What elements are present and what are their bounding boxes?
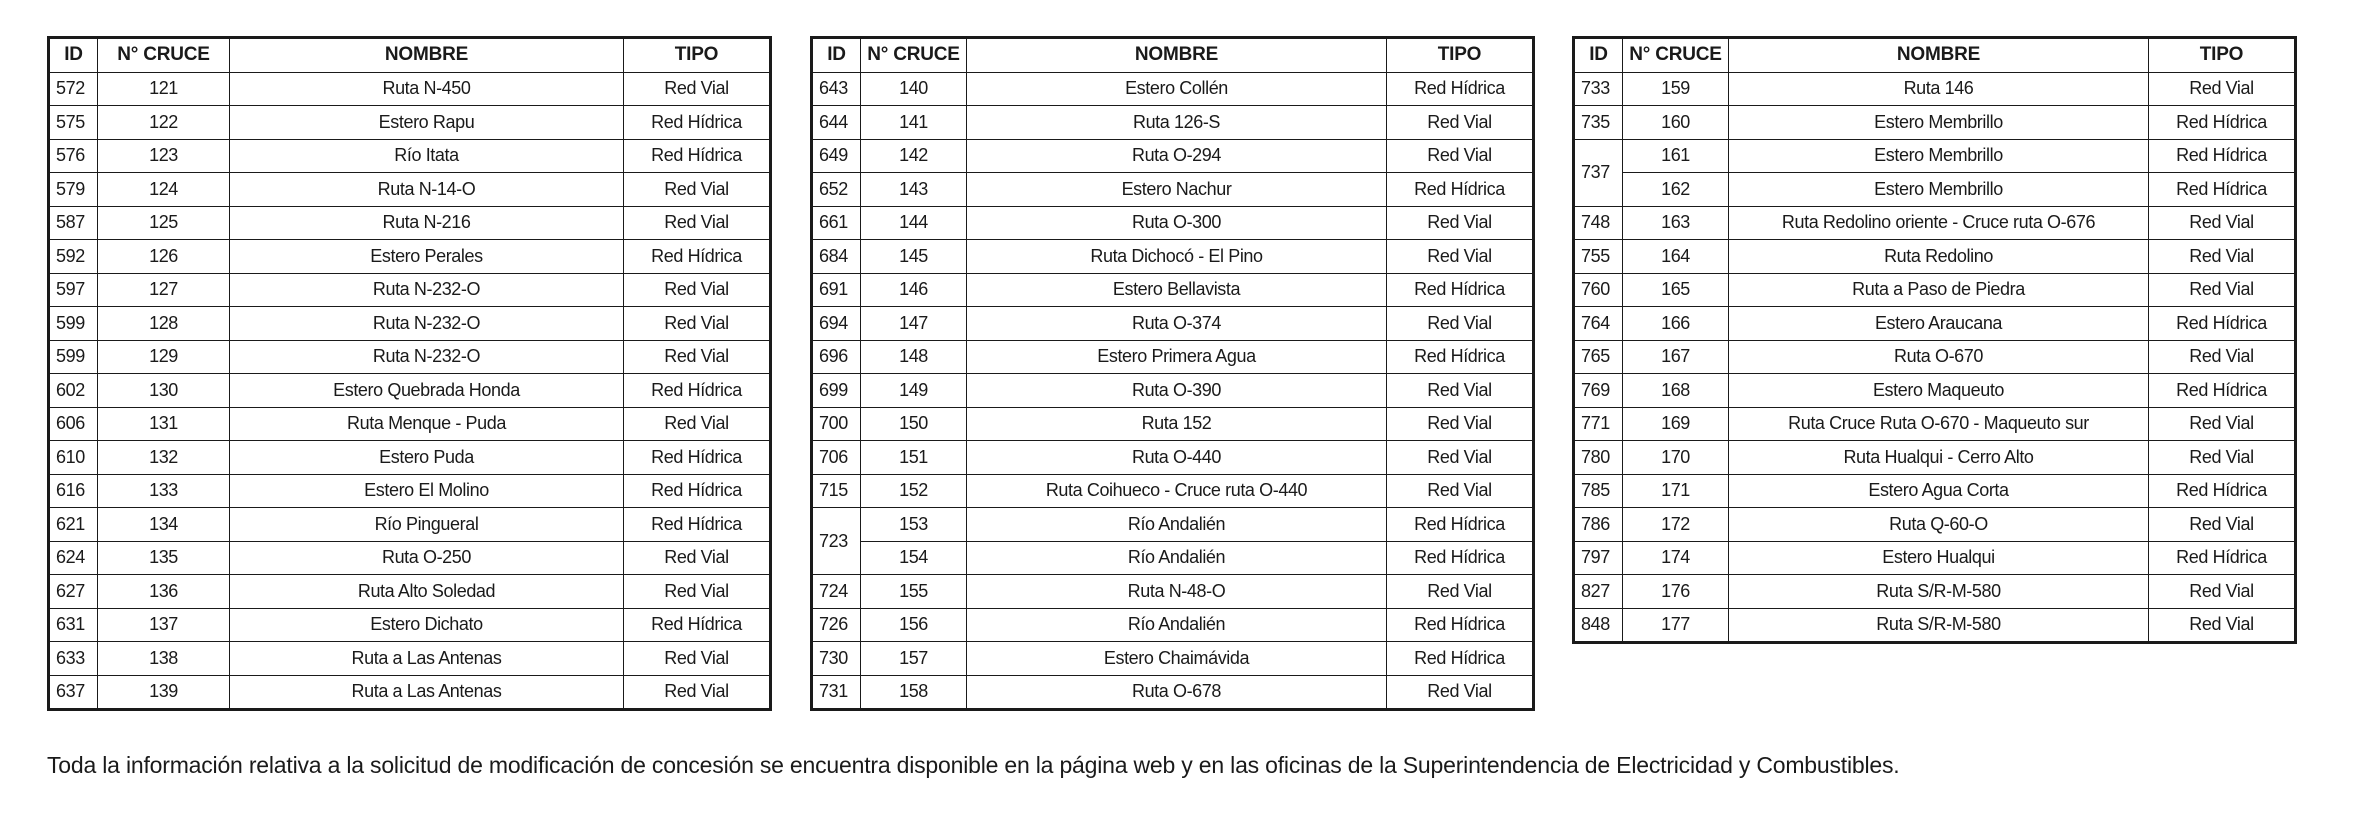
cell-nombre: Estero Chaimávida: [967, 642, 1387, 676]
cell-cruce: 129: [98, 340, 230, 374]
cell-nombre: Ruta O-294: [967, 139, 1387, 173]
cell-id: 699: [812, 374, 861, 408]
cell-cruce: 171: [1623, 474, 1729, 508]
cell-cruce: 169: [1623, 407, 1729, 441]
cell-cruce: 145: [861, 240, 967, 274]
cell-tipo: Red Vial: [624, 675, 771, 710]
cell-nombre: Estero Membrillo: [1729, 139, 2149, 173]
cell-cruce: 174: [1623, 541, 1729, 575]
cell-id: 572: [49, 72, 98, 106]
cell-tipo: Red Hídrica: [1387, 72, 1534, 106]
table-row: [49, 273, 771, 307]
table-row: [49, 307, 771, 341]
cell-nombre: Ruta N-232-O: [230, 273, 624, 307]
table-row: [49, 675, 771, 710]
cell-nombre: Río Andalién: [967, 541, 1387, 575]
cruces-table-2: [810, 36, 1535, 711]
cell-id: 765: [1574, 340, 1623, 374]
table-row: [812, 72, 1534, 106]
cell-tipo: Red Vial: [624, 575, 771, 609]
cell-id: 748: [1574, 206, 1623, 240]
header-tipo: TIPO: [624, 38, 771, 73]
cell-nombre: Ruta a Las Antenas: [230, 642, 624, 676]
cell-nombre: Ruta Cruce Ruta O-670 - Maqueuto sur: [1729, 407, 2149, 441]
cell-cruce: 159: [1623, 72, 1729, 106]
cell-cruce: 128: [98, 307, 230, 341]
cell-id: 755: [1574, 240, 1623, 274]
cell-tipo: Red Vial: [624, 340, 771, 374]
cell-cruce: 164: [1623, 240, 1729, 274]
cell-cruce: 150: [861, 407, 967, 441]
cell-id: 637: [49, 675, 98, 710]
table-row: [1574, 206, 2296, 240]
cell-nombre: Ruta Coihueco - Cruce ruta O-440: [967, 474, 1387, 508]
table-header-row: [1574, 38, 2296, 73]
table-row: [812, 273, 1534, 307]
cell-nombre: Estero Nachur: [967, 173, 1387, 207]
cell-id: 644: [812, 106, 861, 140]
cell-id: 730: [812, 642, 861, 676]
cell-tipo: Red Vial: [2149, 407, 2296, 441]
cell-id: 621: [49, 508, 98, 542]
cell-nombre: Estero Quebrada Honda: [230, 374, 624, 408]
cell-tipo: Red Vial: [1387, 240, 1534, 274]
cell-cruce: 132: [98, 441, 230, 475]
cell-id: 733: [1574, 72, 1623, 106]
cell-id: 610: [49, 441, 98, 475]
cell-nombre: Estero Primera Agua: [967, 340, 1387, 374]
header-cruce: N° CRUCE: [98, 38, 230, 73]
cell-id: 760: [1574, 273, 1623, 307]
cell-cruce: 160: [1623, 106, 1729, 140]
cell-id: 576: [49, 139, 98, 173]
cell-id: 597: [49, 273, 98, 307]
header-tipo: TIPO: [2149, 38, 2296, 73]
cell-id: 785: [1574, 474, 1623, 508]
table-row: [812, 106, 1534, 140]
cell-tipo: Red Vial: [1387, 441, 1534, 475]
cell-nombre: Estero Hualqui: [1729, 541, 2149, 575]
cell-tipo: Red Vial: [1387, 675, 1534, 710]
cell-tipo: Red Vial: [2149, 441, 2296, 475]
cell-cruce: 122: [98, 106, 230, 140]
cell-id: 786: [1574, 508, 1623, 542]
cell-nombre: Ruta Alto Soledad: [230, 575, 624, 609]
cell-tipo: Red Hídrica: [624, 240, 771, 274]
cell-tipo: Red Hídrica: [2149, 106, 2296, 140]
cell-cruce: 158: [861, 675, 967, 710]
cell-cruce: 161: [1623, 139, 1729, 173]
cell-tipo: Red Hídrica: [2149, 374, 2296, 408]
cell-nombre: Ruta O-250: [230, 541, 624, 575]
cell-cruce: 139: [98, 675, 230, 710]
table-row: [49, 106, 771, 140]
cell-tipo: Red Hídrica: [624, 508, 771, 542]
table-row: [812, 675, 1534, 710]
cell-id: 694: [812, 307, 861, 341]
cell-tipo: Red Vial: [2149, 608, 2296, 643]
cell-tipo: Red Vial: [2149, 273, 2296, 307]
table-row: [812, 508, 1534, 542]
cell-id: 624: [49, 541, 98, 575]
cell-tipo: Red Vial: [624, 206, 771, 240]
table-row: [812, 240, 1534, 274]
cell-nombre: Ruta N-232-O: [230, 307, 624, 341]
table-row: [812, 307, 1534, 341]
cell-nombre: Ruta 152: [967, 407, 1387, 441]
cell-tipo: Red Vial: [1387, 106, 1534, 140]
cell-cruce: 121: [98, 72, 230, 106]
cell-tipo: Red Vial: [2149, 508, 2296, 542]
cell-id: 735: [1574, 106, 1623, 140]
table-row: [49, 608, 771, 642]
cell-nombre: Ruta S/R-M-580: [1729, 575, 2149, 609]
cell-tipo: Red Hídrica: [2149, 173, 2296, 207]
cell-tipo: Red Hídrica: [624, 608, 771, 642]
cell-id: 723: [812, 508, 861, 575]
table-row: [812, 642, 1534, 676]
cell-tipo: Red Vial: [624, 407, 771, 441]
cell-cruce: 130: [98, 374, 230, 408]
cell-cruce: 155: [861, 575, 967, 609]
cell-id: 606: [49, 407, 98, 441]
cell-nombre: Ruta Redolino oriente - Cruce ruta O-676: [1729, 206, 2149, 240]
header-id: ID: [49, 38, 98, 73]
cell-nombre: Río Itata: [230, 139, 624, 173]
cell-cruce: 125: [98, 206, 230, 240]
cell-id: 797: [1574, 541, 1623, 575]
cell-id: 643: [812, 72, 861, 106]
cell-id: 769: [1574, 374, 1623, 408]
cell-nombre: Ruta N-48-O: [967, 575, 1387, 609]
cell-id: 592: [49, 240, 98, 274]
cell-id: 780: [1574, 441, 1623, 475]
cell-tipo: Red Vial: [624, 541, 771, 575]
table-row: [1574, 72, 2296, 106]
cell-nombre: Estero Araucana: [1729, 307, 2149, 341]
cell-tipo: Red Hídrica: [624, 474, 771, 508]
cell-tipo: Red Vial: [2149, 340, 2296, 374]
cell-cruce: 138: [98, 642, 230, 676]
cell-tipo: Red Vial: [2149, 72, 2296, 106]
cell-id: 599: [49, 307, 98, 341]
table-row: [49, 240, 771, 274]
cell-nombre: Ruta a Las Antenas: [230, 675, 624, 710]
table-row: [1574, 575, 2296, 609]
cell-nombre: Río Andalién: [967, 608, 1387, 642]
table-row: [49, 441, 771, 475]
cell-tipo: Red Vial: [624, 307, 771, 341]
table-row: [812, 541, 1534, 575]
cell-cruce: 142: [861, 139, 967, 173]
table-row: [1574, 407, 2296, 441]
table-row: [49, 474, 771, 508]
cell-tipo: Red Vial: [624, 273, 771, 307]
table-row: [1574, 139, 2296, 173]
cell-cruce: 127: [98, 273, 230, 307]
cell-cruce: 149: [861, 374, 967, 408]
cell-nombre: Ruta O-678: [967, 675, 1387, 710]
table-row: [812, 575, 1534, 609]
cell-id: 575: [49, 106, 98, 140]
header-nombre: NOMBRE: [967, 38, 1387, 73]
table-row: [49, 340, 771, 374]
cell-cruce: 163: [1623, 206, 1729, 240]
cell-cruce: 123: [98, 139, 230, 173]
cell-cruce: 168: [1623, 374, 1729, 408]
cell-id: 706: [812, 441, 861, 475]
cell-nombre: Ruta O-390: [967, 374, 1387, 408]
cell-id: 737: [1574, 139, 1623, 206]
cell-tipo: Red Hídrica: [2149, 541, 2296, 575]
cell-id: 599: [49, 340, 98, 374]
cell-tipo: Red Hídrica: [1387, 642, 1534, 676]
cell-id: 764: [1574, 307, 1623, 341]
footer-note: Toda la información relativa a la solicitud de modificación de concesión se encuentra disponible en la página web y en las oficinas de la Superintendencia de Electricidad y Combustibles.: [47, 752, 1900, 778]
table-row: [49, 575, 771, 609]
table-row: [49, 139, 771, 173]
cell-cruce: 131: [98, 407, 230, 441]
cell-cruce: 147: [861, 307, 967, 341]
cell-id: 579: [49, 173, 98, 207]
cell-nombre: Estero Rapu: [230, 106, 624, 140]
cell-tipo: Red Vial: [624, 173, 771, 207]
cell-cruce: 148: [861, 340, 967, 374]
header-id: ID: [1574, 38, 1623, 73]
table-row: [1574, 340, 2296, 374]
table-row: [812, 441, 1534, 475]
header-cruce: N° CRUCE: [1623, 38, 1729, 73]
cell-cruce: 137: [98, 608, 230, 642]
cell-cruce: 141: [861, 106, 967, 140]
table-row: [49, 173, 771, 207]
cell-cruce: 167: [1623, 340, 1729, 374]
cell-nombre: Ruta Dichocó - El Pino: [967, 240, 1387, 274]
cell-nombre: Río Andalién: [967, 508, 1387, 542]
table-header-row: [812, 38, 1534, 73]
cell-cruce: 156: [861, 608, 967, 642]
cell-cruce: 172: [1623, 508, 1729, 542]
cell-id: 691: [812, 273, 861, 307]
cell-nombre: Estero Puda: [230, 441, 624, 475]
cell-cruce: 144: [861, 206, 967, 240]
cell-nombre: Estero Perales: [230, 240, 624, 274]
table-row: [812, 139, 1534, 173]
table-row: [49, 642, 771, 676]
cell-cruce: 165: [1623, 273, 1729, 307]
cell-nombre: Estero Bellavista: [967, 273, 1387, 307]
cell-tipo: Red Vial: [1387, 307, 1534, 341]
cell-tipo: Red Hídrica: [1387, 340, 1534, 374]
table-row: [812, 474, 1534, 508]
cell-id: 715: [812, 474, 861, 508]
cell-cruce: 124: [98, 173, 230, 207]
table-row: [49, 374, 771, 408]
table-row: [1574, 374, 2296, 408]
cell-cruce: 143: [861, 173, 967, 207]
table-row: [49, 508, 771, 542]
cell-nombre: Ruta O-670: [1729, 340, 2149, 374]
table-row: [49, 206, 771, 240]
cell-id: 771: [1574, 407, 1623, 441]
table-row: [812, 173, 1534, 207]
cell-tipo: Red Vial: [1387, 407, 1534, 441]
cell-cruce: 136: [98, 575, 230, 609]
cell-tipo: Red Hídrica: [1387, 173, 1534, 207]
cell-nombre: Estero Membrillo: [1729, 106, 2149, 140]
cell-nombre: Ruta a Paso de Piedra: [1729, 273, 2149, 307]
cell-tipo: Red Vial: [2149, 206, 2296, 240]
cell-cruce: 134: [98, 508, 230, 542]
table-row: [812, 340, 1534, 374]
cell-id: 633: [49, 642, 98, 676]
cell-tipo: Red Hídrica: [624, 441, 771, 475]
cell-id: 827: [1574, 575, 1623, 609]
cell-tipo: Red Hídrica: [2149, 307, 2296, 341]
cell-nombre: Ruta N-216: [230, 206, 624, 240]
cell-id: 848: [1574, 608, 1623, 643]
cell-tipo: Red Vial: [1387, 139, 1534, 173]
table-row: [1574, 240, 2296, 274]
cell-id: 661: [812, 206, 861, 240]
cell-nombre: Estero Collén: [967, 72, 1387, 106]
table-row: [1574, 508, 2296, 542]
table-row: [1574, 474, 2296, 508]
cell-cruce: 162: [1623, 173, 1729, 207]
cell-tipo: Red Hídrica: [1387, 273, 1534, 307]
cell-nombre: Ruta N-450: [230, 72, 624, 106]
cell-tipo: Red Hídrica: [2149, 139, 2296, 173]
cell-tipo: Red Vial: [1387, 575, 1534, 609]
cell-cruce: 177: [1623, 608, 1729, 643]
cell-cruce: 151: [861, 441, 967, 475]
cell-nombre: Ruta S/R-M-580: [1729, 608, 2149, 643]
cell-cruce: 153: [861, 508, 967, 542]
cell-id: 631: [49, 608, 98, 642]
cell-tipo: Red Vial: [1387, 474, 1534, 508]
cell-nombre: Ruta Q-60-O: [1729, 508, 2149, 542]
cell-nombre: Estero Agua Corta: [1729, 474, 2149, 508]
table-row: [812, 206, 1534, 240]
cell-tipo: Red Hídrica: [1387, 608, 1534, 642]
cell-cruce: 154: [861, 541, 967, 575]
cell-nombre: Ruta O-440: [967, 441, 1387, 475]
cell-tipo: Red Hídrica: [1387, 541, 1534, 575]
cell-cruce: 146: [861, 273, 967, 307]
table-row: [1574, 541, 2296, 575]
header-id: ID: [812, 38, 861, 73]
cell-nombre: Estero Maqueuto: [1729, 374, 2149, 408]
cell-id: 700: [812, 407, 861, 441]
table-row: [1574, 307, 2296, 341]
cruces-table-1: [47, 36, 772, 711]
cell-id: 652: [812, 173, 861, 207]
cell-nombre: Ruta N-232-O: [230, 340, 624, 374]
table-row: [1574, 441, 2296, 475]
table-row: [812, 407, 1534, 441]
cell-tipo: Red Vial: [1387, 374, 1534, 408]
cell-nombre: Estero Membrillo: [1729, 173, 2149, 207]
cell-nombre: Ruta 126-S: [967, 106, 1387, 140]
table-row: [49, 407, 771, 441]
cell-id: 616: [49, 474, 98, 508]
cell-nombre: Ruta O-300: [967, 206, 1387, 240]
cell-nombre: Ruta Redolino: [1729, 240, 2149, 274]
cell-nombre: Estero Dichato: [230, 608, 624, 642]
table-row: [49, 72, 771, 106]
cell-nombre: Ruta N-14-O: [230, 173, 624, 207]
cell-cruce: 140: [861, 72, 967, 106]
cell-nombre: Ruta Hualqui - Cerro Alto: [1729, 441, 2149, 475]
cell-id: 684: [812, 240, 861, 274]
table-row: [49, 541, 771, 575]
table-row: [1574, 173, 2296, 207]
cell-nombre: Estero El Molino: [230, 474, 624, 508]
cell-tipo: Red Vial: [1387, 206, 1534, 240]
cell-cruce: 135: [98, 541, 230, 575]
table-row: [812, 374, 1534, 408]
cell-tipo: Red Vial: [624, 72, 771, 106]
cell-id: 696: [812, 340, 861, 374]
cell-tipo: Red Hídrica: [1387, 508, 1534, 542]
cell-cruce: 157: [861, 642, 967, 676]
cell-tipo: Red Vial: [624, 642, 771, 676]
cell-cruce: 152: [861, 474, 967, 508]
header-nombre: NOMBRE: [230, 38, 624, 73]
cell-tipo: Red Hídrica: [624, 139, 771, 173]
table-row: [1574, 106, 2296, 140]
table-row: [812, 608, 1534, 642]
header-nombre: NOMBRE: [1729, 38, 2149, 73]
cell-id: 731: [812, 675, 861, 710]
cell-cruce: 133: [98, 474, 230, 508]
cell-tipo: Red Hídrica: [624, 374, 771, 408]
cell-cruce: 166: [1623, 307, 1729, 341]
header-tipo: TIPO: [1387, 38, 1534, 73]
cell-id: 726: [812, 608, 861, 642]
cell-cruce: 176: [1623, 575, 1729, 609]
cell-id: 724: [812, 575, 861, 609]
cell-cruce: 170: [1623, 441, 1729, 475]
cruces-table-3: [1572, 36, 2297, 644]
cell-tipo: Red Hídrica: [2149, 474, 2296, 508]
cell-nombre: Ruta 146: [1729, 72, 2149, 106]
cell-tipo: Red Vial: [2149, 240, 2296, 274]
cell-cruce: 126: [98, 240, 230, 274]
table-row: [1574, 273, 2296, 307]
cell-tipo: Red Hídrica: [624, 106, 771, 140]
cell-id: 587: [49, 206, 98, 240]
cell-id: 649: [812, 139, 861, 173]
header-cruce: N° CRUCE: [861, 38, 967, 73]
table-row: [1574, 608, 2296, 643]
table-header-row: [49, 38, 771, 73]
cell-tipo: Red Vial: [2149, 575, 2296, 609]
cell-id: 602: [49, 374, 98, 408]
cell-id: 627: [49, 575, 98, 609]
cell-nombre: Ruta Menque - Puda: [230, 407, 624, 441]
cell-nombre: Río Pingueral: [230, 508, 624, 542]
cell-nombre: Ruta O-374: [967, 307, 1387, 341]
